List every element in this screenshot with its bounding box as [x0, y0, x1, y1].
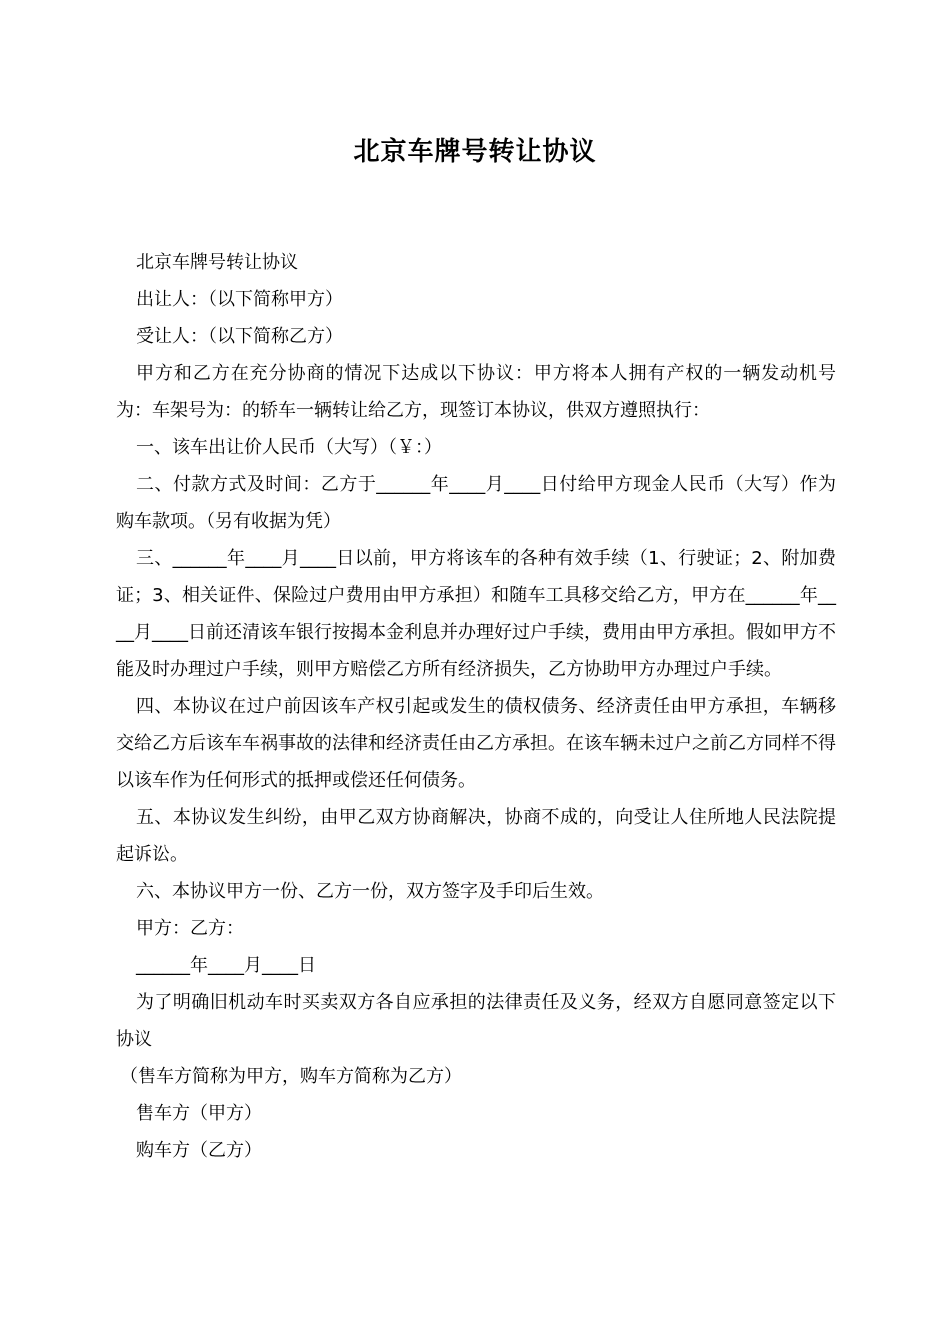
paragraph-signatures: 甲方：乙方： [136, 918, 244, 939]
document-title: 北京车牌号转让协议 [353, 137, 597, 167]
paragraph-buyer: 购车方（乙方） [136, 1140, 262, 1161]
paragraph-clause-1: 一、该车出让价人民币（大写）（￥：） [136, 437, 442, 458]
paragraph-clause-3: 三、______年____月____日以前，甲方将该车的各种有效手续（1、行驶证；2、附加费证；3、相关证件、保险过户费用由甲方承担）和随车工具移交给乙方，甲方在______年____月____日前还清该车银行按揭本金利息并办理好过户手续，费用由甲方承担。假如甲方不能及时办理过户手续，则甲方赔偿乙方所有经济损失，乙方协助甲方办理过户手续。 [116, 548, 836, 680]
paragraph-date: ______年____月____日 [136, 955, 316, 976]
paragraph-party-note: （售车方简称为甲方，购车方简称为乙方） [120, 1066, 462, 1087]
paragraph-seller: 售车方（甲方） [136, 1103, 262, 1124]
paragraph-preamble: 甲方和乙方在充分协商的情况下达成以下协议：甲方将本人拥有产权的一辆发动机号为：车架号为：的轿车一辆转让给乙方，现签订本协议，供双方遵照执行： [116, 363, 836, 421]
paragraph-heading: 北京车牌号转让协议 [136, 252, 298, 273]
paragraph-clause-4: 四、本协议在过户前因该车产权引起或发生的债权债务、经济责任由甲方承担，车辆移交给乙方后该车车祸事故的法律和经济责任由乙方承担。在该车辆未过户之前乙方同样不得以该车作为任何形式的抵押或偿还任何债务。 [116, 696, 836, 791]
document-body [116, 244, 836, 1169]
paragraph-clause-5: 五、本协议发生纠纷，由甲乙双方协商解决，协商不成的，向受让人住所地人民法院提起诉讼。 [116, 807, 836, 865]
paragraph-clause-6: 六、本协议甲方一份、乙方一份，双方签字及手印后生效。 [136, 881, 604, 902]
paragraph-clause-2: 二、付款方式及时间：乙方于______年____月____日付给甲方现金人民币（大写）作为购车款项。（另有收据为凭） [116, 474, 836, 532]
paragraph-transferee: 受让人：（以下简称乙方） [136, 326, 343, 347]
paragraph-transferor: 出让人：（以下简称甲方） [136, 289, 343, 310]
paragraph-second-preamble: 为了明确旧机动车时买卖双方各自应承担的法律责任及义务，经双方自愿同意签定以下协议 [116, 992, 836, 1050]
